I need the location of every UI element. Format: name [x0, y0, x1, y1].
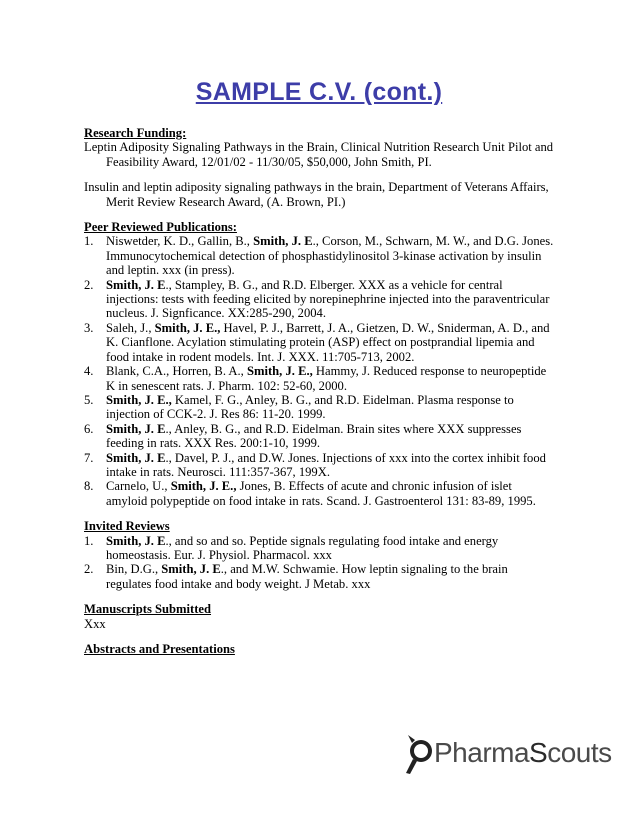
- invited-reviews-heading: Invited Reviews: [84, 519, 170, 534]
- publication-item: 7. Smith, J. E., Davel, P. J., and D.W. Jones. Injections of xxx into the cortex inhibit food intake in rats. Neurosci. 111:357-367, 199X.: [84, 450, 546, 479]
- abstracts-heading: Abstracts and Presentations: [84, 642, 235, 656]
- publication-item: 5. Smith, J. E., Kamel, F. G., Anley, B. G., and R.D. Eidelman. Plasma response to injection of CCK-2. J. Res 86: 11-20. 1999.: [84, 392, 514, 422]
- publication-item: 3. Saleh, J., Smith, J. E., Havel, P. J., Barrett, J. A., Gietzen, D. W., Sniderman, A. D., and K. Cianflone. Acylation stimulating protein (ASP) effect on postprandial lipemia and food intake in rodent models. Int. J. XXX. 11:705-713, 2002.: [84, 320, 550, 364]
- publication-item: 6. Smith, J. E., Anley, B. G., and R.D. Eidelman. Brain sites where XXX suppresses feeding in rats. XXX Res. 200:1-10, 1999.: [84, 421, 522, 451]
- cv-content: [84, 126, 554, 656]
- review-item: 2. Bin, D.G., Smith, J. E., and M.W. Schwamie. How leptin signaling to the brain regulates food intake and body weight. J Metab. xxx: [84, 562, 508, 591]
- publication-item: 8. Carnelo, U., Smith, J. E., Jones, B. Effects of acute and chronic infusion of islet amyloid polypeptide on food intake in rats. Scand. J. Gastroenterol 131: 83-89, 1995.: [84, 479, 536, 508]
- page-title: SAMPLE C.V. (cont.): [195, 78, 443, 106]
- logo-text-pharma: Pharma: [434, 737, 530, 768]
- manuscripts-text: Xxx: [84, 616, 106, 631]
- publication-item: 2. Smith, J. E., Stampley, B. G., and R.D. Elberger. XXX as a vehicle for central injections: tests with feeding elicited by norepinephrine injected into the paraventricular nucleus. J. Signficance. XX:285-290, 2004.: [84, 277, 550, 321]
- publications-list: [84, 234, 554, 508]
- logo-text-s: S: [529, 737, 548, 768]
- publication-item: 4. Blank, C.A., Horren, B. A., Smith, J. E., Hammy, J. Reduced response to neuropeptide K in senescent rats. J. Pharm. 102: 52-60, 2000.: [84, 364, 547, 393]
- funding-item: Leptin Adiposity Signaling Pathways in the Brain, Clinical Nutrition Research Unit Pilot and Feasibility Award, 12/01/02 - 11/30/05, $50,000, John Smith, PI.: [84, 140, 554, 169]
- publications-heading: Peer Reviewed Publications:: [84, 220, 237, 235]
- funding-item: Insulin and leptin adiposity signaling pathways in the brain, Department of Veterans Affairs, Merit Review Research Award, (A. Brown, PI.): [84, 180, 549, 209]
- pharmascouts-logo: [402, 733, 612, 777]
- review-item: 1. Smith, J. E., and so and so. Peptide signals regulating food intake and energy homeostasis. Eur. J. Physiol. Pharmacol. xxx: [84, 533, 499, 562]
- magnifier-o-icon: [402, 733, 436, 777]
- invited-reviews-list: [84, 534, 554, 592]
- logo-text-couts: couts: [547, 737, 612, 768]
- publication-item: 1. Niswetder, K. D., Gallin, B., Smith, J. E., Corson, M., Schwarn, M. W., and D.G. Jones. Immunocytochemical detection of phosphastidylinositol 3-kinase activation by insulin and leptin. xxx (in press).: [84, 234, 554, 278]
- research-funding-heading: Research Funding:: [84, 126, 187, 140]
- manuscripts-heading: Manuscripts Submitted: [84, 602, 212, 617]
